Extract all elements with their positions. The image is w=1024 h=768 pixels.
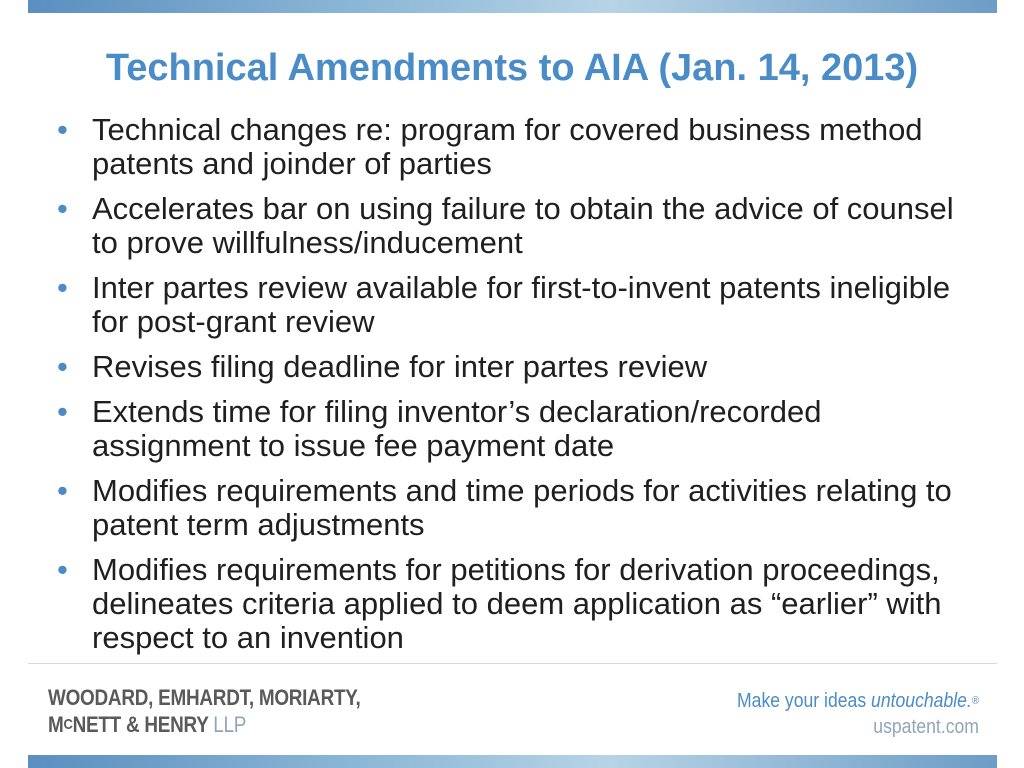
- bullet-text: Accelerates bar on using failure to obtain the advice of counsel to prove willfulness/inducement: [92, 191, 954, 260]
- bullet-item: [55, 192, 980, 260]
- bullet-item: [55, 113, 980, 181]
- firm-name-line2: $M^CNETT$ & HENRY LLP: [48, 712, 247, 737]
- bottom-accent-bar: [28, 755, 997, 768]
- tagline-text: Make your ideas untouchable.®: [737, 690, 979, 712]
- bullet-item: [55, 271, 980, 339]
- bullet-text: Modifies requirements for petitions for derivation proceedings, delineates criteria applied to deem application as “earlier” with respect to an invention: [92, 552, 942, 655]
- bullet-list: [55, 113, 980, 666]
- registered-mark: ®: [971, 695, 979, 707]
- firm-tagline: [737, 688, 979, 740]
- bullet-item: [55, 395, 980, 463]
- bullet-text: Extends time for filing inventor’s declaration/recorded assignment to issue fee payment date: [92, 394, 822, 463]
- bullet-text: Technical changes re: program for covered business method patents and joinder of parties: [92, 112, 923, 181]
- website-link[interactable]: uspatent.com: [873, 716, 979, 738]
- bullet-text: Modifies requirements and time periods for activities relating to patent term adjustments: [92, 473, 952, 542]
- bullet-icon: •: [57, 349, 68, 384]
- bullet-item: [55, 553, 980, 655]
- bullet-item: [55, 474, 980, 542]
- footer-divider: [28, 663, 997, 664]
- bullet-icon: •: [57, 394, 68, 429]
- slide-title: Technical Amendments to AIA (Jan. 14, 2013): [105, 47, 919, 89]
- bullet-icon: •: [57, 473, 68, 508]
- bullet-text: Inter partes review available for first-to-invent patents ineligible for post-grant review: [92, 270, 951, 339]
- top-accent-bar: [28, 0, 997, 13]
- firm-logo: [48, 684, 361, 738]
- bullet-item: [55, 350, 980, 384]
- firm-name-line1: WOODARD, EMHARDT, MORIARTY,: [48, 685, 361, 710]
- bullet-icon: •: [57, 552, 68, 587]
- bullet-text: Revises filing deadline for inter partes review: [92, 349, 708, 384]
- bullet-icon: •: [57, 112, 68, 147]
- bullet-icon: •: [57, 270, 68, 305]
- firm-llp: LLP: [213, 712, 247, 737]
- bullet-icon: •: [57, 191, 68, 226]
